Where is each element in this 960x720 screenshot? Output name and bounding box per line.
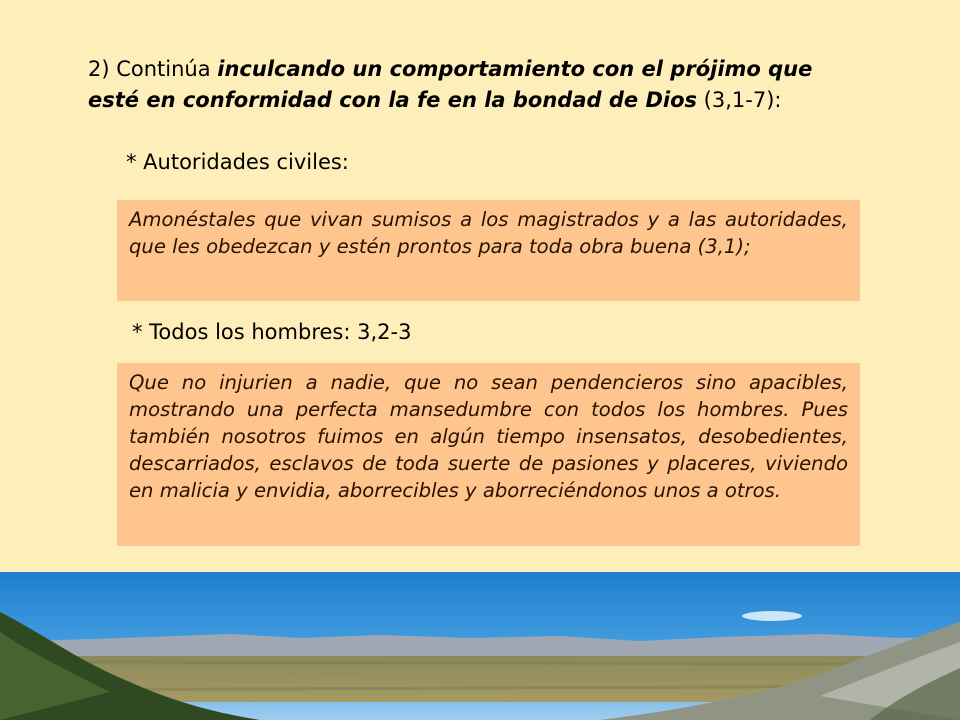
slide-heading	[88, 54, 854, 116]
cloud	[742, 611, 802, 621]
quote-box-all-men: Que no injurien a nadie, que no sean pendencieros sino apacibles, mostrando una perfecta mansedumbre con todos los hombres. Pues también nosotros fuimos en algún tiempo insensatos, desobedientes, descarriados, esclavos de toda suerte de pasiones y placeres, viviendo en malicia y envidia, aborrecibles y aborreciéndonos unos a otros.	[117, 363, 860, 546]
heading-suffix: (3,1-7):	[697, 88, 782, 112]
quote-box-civil-authorities: Amonéstales que vivan sumisos a los magistrados y a las autoridades, que les obedezcan y estén prontos para toda obra buena (3,1);	[117, 200, 860, 301]
landscape-photo	[0, 572, 960, 720]
section-label-civil-authorities: * Autoridades civiles:	[126, 150, 349, 174]
heading-prefix: 2) Continúa	[88, 57, 218, 81]
landscape-illustration	[0, 572, 960, 720]
heading-emphasis: inculcando un comportamiento con el prójimo que esté en conformidad con la fe en la bondad de Dios	[88, 57, 813, 112]
section-label-all-men: * Todos los hombres: 3,2-3	[132, 320, 412, 344]
